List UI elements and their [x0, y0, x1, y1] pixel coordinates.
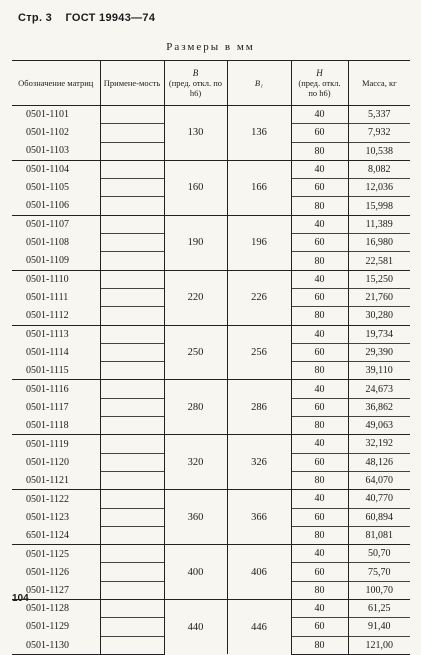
mass-value-cell: 60,894: [348, 508, 410, 526]
matrix-code-cell: 0501-1121: [26, 474, 69, 486]
h-value-cell: 60: [291, 124, 348, 142]
applicability-cell: [100, 179, 164, 197]
page-number: 104: [12, 593, 29, 604]
matrix-code-cell: 0501-1117: [26, 401, 69, 413]
page-header: [18, 12, 165, 24]
applicability-cell: [100, 581, 164, 599]
table-row: [12, 270, 410, 288]
standard-label: ГОСТ 19943—74: [65, 12, 156, 24]
mass-value-cell: 15,998: [348, 197, 410, 215]
h-value-cell: 40: [291, 435, 348, 453]
matrix-code-cell: 0501-1113: [12, 325, 100, 343]
col-header-h-symbol: H: [316, 68, 323, 78]
matrix-code-cell: 0501-1102: [26, 127, 69, 139]
matrix-code-cell: 0501-1128: [12, 600, 100, 618]
applicability-cell: [100, 417, 164, 435]
col-header-mass: Масса, кг: [348, 61, 410, 106]
matrix-code-cell: 0501-1123: [26, 511, 69, 523]
matrix-code-cell: 0501-1120: [26, 456, 69, 468]
b1-value-cell: 366: [227, 490, 291, 545]
mass-value-cell: 7,932: [348, 124, 410, 142]
col-header-b1: B₁: [227, 61, 291, 106]
h-value-cell: 40: [291, 106, 348, 124]
mass-value-cell: 16,980: [348, 234, 410, 252]
h-value-cell: 60: [291, 618, 348, 636]
b-value-cell: 250: [164, 325, 227, 380]
applicability-cell: [100, 288, 164, 306]
mass-value-cell: 39,110: [348, 362, 410, 380]
applicability-cell: [100, 215, 164, 233]
b1-value-cell: 136: [227, 106, 291, 161]
applicability-cell: [100, 325, 164, 343]
h-value-cell: 60: [291, 179, 348, 197]
mass-value-cell: 48,126: [348, 453, 410, 471]
applicability-cell: [100, 545, 164, 563]
matrix-code-cell: 0501-1127: [26, 584, 69, 596]
h-value-cell: 80: [291, 526, 348, 544]
table-row: [12, 600, 410, 618]
h-value-cell: 60: [291, 453, 348, 471]
table-row: [12, 160, 410, 178]
h-value-cell: 40: [291, 215, 348, 233]
applicability-cell: [100, 508, 164, 526]
mass-value-cell: 22,581: [348, 252, 410, 270]
h-value-cell: 40: [291, 545, 348, 563]
mass-value-cell: 11,389: [348, 215, 410, 233]
table-row: [12, 435, 410, 453]
h-value-cell: 80: [291, 252, 348, 270]
mass-value-cell: 15,250: [348, 270, 410, 288]
matrix-code-cell: 0501-1106: [26, 200, 69, 212]
h-value-cell: 80: [291, 636, 348, 654]
matrix-code-cell: 0501-1111: [26, 292, 69, 304]
h-value-cell: 40: [291, 270, 348, 288]
matrix-code-cell: 0501-1130: [12, 636, 100, 654]
applicability-cell: [100, 380, 164, 398]
mass-value-cell: 49,063: [348, 417, 410, 435]
applicability-cell: [100, 490, 164, 508]
applicability-cell: [100, 106, 164, 124]
matrix-code-cell: 0501-1108: [26, 237, 69, 249]
h-value-cell: 60: [291, 343, 348, 361]
h-value-cell: 60: [291, 288, 348, 306]
matrix-code-cell: 0501-1114: [26, 347, 69, 358]
applicability-cell: [100, 398, 164, 416]
h-value-cell: 60: [291, 563, 348, 581]
table-body: [12, 106, 410, 655]
matrix-code-cell: 0501-1126: [26, 566, 69, 578]
b1-value-cell: 446: [227, 600, 291, 655]
h-value-cell: 80: [291, 142, 348, 160]
mass-value-cell: 8,082: [348, 160, 410, 178]
h-value-cell: 60: [291, 398, 348, 416]
h-value-cell: 40: [291, 325, 348, 343]
b-value-cell: 280: [164, 380, 227, 435]
mass-value-cell: 50,70: [348, 545, 410, 563]
table-row: [12, 325, 410, 343]
col-header-h: [291, 61, 348, 106]
matrix-code-cell: 0501-1122: [12, 490, 100, 508]
matrix-code-cell: 0501-1103: [26, 145, 69, 157]
applicability-cell: [100, 252, 164, 270]
mass-value-cell: 5,337: [348, 106, 410, 124]
mass-value-cell: 121,00: [348, 636, 410, 654]
mass-value-cell: 12,036: [348, 179, 410, 197]
applicability-cell: [100, 270, 164, 288]
applicability-cell: [100, 197, 164, 215]
table-header-row: [12, 61, 410, 106]
mass-value-cell: 40,770: [348, 490, 410, 508]
applicability-cell: [100, 435, 164, 453]
dimensions-table: [12, 60, 410, 655]
page-label: Стр. 3: [18, 12, 53, 24]
h-value-cell: 80: [291, 417, 348, 435]
mass-value-cell: 32,192: [348, 435, 410, 453]
col-header-b-note: (пред. откл. по h6): [168, 78, 223, 98]
h-value-cell: 80: [291, 362, 348, 380]
col-header-code: Обозначение матриц: [12, 61, 100, 106]
h-value-cell: 80: [291, 581, 348, 599]
matrix-code-cell: 0501-1116: [12, 380, 100, 398]
h-value-cell: 40: [291, 600, 348, 618]
h-value-cell: 40: [291, 490, 348, 508]
b1-value-cell: 406: [227, 545, 291, 600]
applicability-cell: [100, 362, 164, 380]
mass-value-cell: 36,862: [348, 398, 410, 416]
applicability-cell: [100, 160, 164, 178]
table-row: [12, 545, 410, 563]
applicability-cell: [100, 124, 164, 142]
h-value-cell: 40: [291, 160, 348, 178]
mass-value-cell: 10,538: [348, 142, 410, 160]
table-row: [12, 215, 410, 233]
col-header-b: [164, 61, 227, 106]
matrix-code-cell: 0501-1125: [12, 545, 100, 563]
h-value-cell: 40: [291, 380, 348, 398]
matrix-code-cell: 0501-1129: [26, 621, 69, 633]
mass-value-cell: 64,070: [348, 471, 410, 489]
table-row: [12, 490, 410, 508]
applicability-cell: [100, 618, 164, 636]
applicability-cell: [100, 142, 164, 160]
matrix-code-cell: 6501-1124: [26, 529, 69, 541]
mass-value-cell: 19,734: [348, 325, 410, 343]
b-value-cell: 160: [164, 160, 227, 215]
applicability-cell: [100, 636, 164, 654]
matrix-code-cell: 0501-1118: [26, 419, 69, 431]
b1-value-cell: 326: [227, 435, 291, 490]
h-value-cell: 80: [291, 197, 348, 215]
b-value-cell: 220: [164, 270, 227, 325]
b-value-cell: 320: [164, 435, 227, 490]
applicability-cell: [100, 234, 164, 252]
col-header-h-note: (пред. откл. по h6): [298, 78, 341, 98]
mass-value-cell: 24,673: [348, 380, 410, 398]
matrix-code-cell: 0501-1104: [12, 160, 100, 178]
b-value-cell: 190: [164, 215, 227, 270]
table-row: [12, 106, 410, 124]
h-value-cell: 60: [291, 508, 348, 526]
applicability-cell: [100, 600, 164, 618]
mass-value-cell: 61,25: [348, 600, 410, 618]
matrix-code-cell: 0501-1115: [26, 365, 69, 377]
b-value-cell: 440: [164, 600, 227, 655]
h-value-cell: 80: [291, 307, 348, 325]
col-header-b-symbol: B: [192, 68, 199, 78]
b1-value-cell: 226: [227, 270, 291, 325]
mass-value-cell: 30,280: [348, 307, 410, 325]
table-row: [12, 380, 410, 398]
matrix-code-cell: 0501-1101: [12, 106, 100, 124]
applicability-cell: [100, 453, 164, 471]
b-value-cell: 130: [164, 106, 227, 161]
b1-value-cell: 166: [227, 160, 291, 215]
matrix-code-cell: 0501-1105: [26, 182, 69, 194]
applicability-cell: [100, 343, 164, 361]
applicability-cell: [100, 471, 164, 489]
matrix-code-cell: 0501-1107: [12, 215, 100, 233]
applicability-cell: [100, 526, 164, 544]
mass-value-cell: 21,760: [348, 288, 410, 306]
mass-value-cell: 91,40: [348, 618, 410, 636]
b-value-cell: 360: [164, 490, 227, 545]
applicability-cell: [100, 307, 164, 325]
matrix-code-cell: 0501-1110: [12, 270, 100, 288]
matrix-code-cell: 0501-1112: [26, 310, 69, 322]
b1-value-cell: 256: [227, 325, 291, 380]
mass-value-cell: 29,390: [348, 343, 410, 361]
h-value-cell: 80: [291, 471, 348, 489]
mass-value-cell: 100,70: [348, 581, 410, 599]
matrix-code-cell: 0501-1119: [12, 435, 100, 453]
table-caption: Размеры в мм: [166, 41, 255, 53]
b1-value-cell: 286: [227, 380, 291, 435]
mass-value-cell: 81,081: [348, 526, 410, 544]
matrix-code-cell: 0501-1109: [26, 255, 69, 267]
mass-value-cell: 75,70: [348, 563, 410, 581]
col-header-applicability: Примене-мость: [100, 61, 164, 106]
b1-value-cell: 196: [227, 215, 291, 270]
applicability-cell: [100, 563, 164, 581]
b-value-cell: 400: [164, 545, 227, 600]
h-value-cell: 60: [291, 234, 348, 252]
